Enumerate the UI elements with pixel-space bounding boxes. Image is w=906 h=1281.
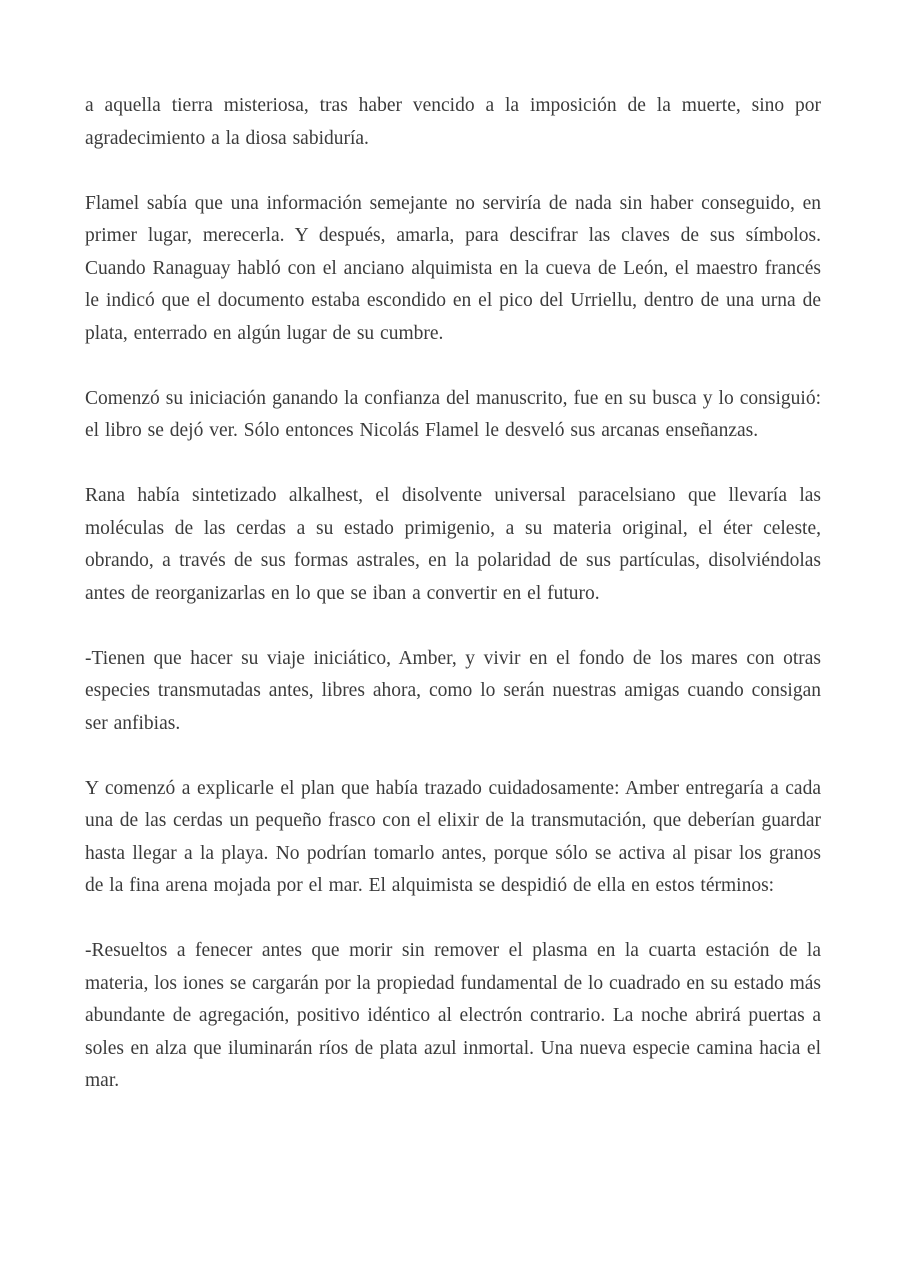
- paragraph-flamel: Flamel sabía que una información semejante no serviría de nada sin haber conseguido, en primer lugar, merecerla. Y después, amarla, para descifrar las claves de sus símbolos. Cuando Ranaguay habló con el anciano alquimista en la cueva de León, el maestro francés le indicó que el documento estaba escondido en el pico del Urriellu, dentro de una urna de plata, enterrado en algún lugar de su cumbre.: [85, 192, 821, 344]
- paragraph-alkalhest: Rana había sintetizado alkalhest, el disolvente universal paracelsiano que llevaría las moléculas de las cerdas a su estado primigenio, a su materia original, el éter celeste, obrando, a través de sus formas astrales, en la polaridad de sus partículas, disolviéndolas antes de reorganizarlas en lo que se iban a convertir en el futuro.: [85, 485, 821, 604]
- paragraph-iniciacion: Comenzó su iniciación ganando la confianza del manuscrito, fue en su busca y lo consiguió: el libro se dejó ver. Sólo entonces Nicolás Flamel le desveló sus arcanas enseñanzas.: [85, 387, 821, 441]
- paragraph-dialogo-despedida: -Resueltos a fenecer antes que morir sin remover el plasma en la cuarta estación de la materia, los iones se cargarán por la propiedad fundamental de lo cuadrado en su estado más abundante de agregación, positivo idéntico al electrón contrario. La noche abrirá puertas a soles en alza que iluminarán ríos de plata azul inmortal. Una nueva especie camina hacia el mar.: [85, 940, 821, 1091]
- paragraph-intro: a aquella tierra misteriosa, tras haber vencido a la imposición de la muerte, sino por agradecimiento a la diosa sabiduría.: [85, 95, 821, 149]
- paragraph-plan: Y comenzó a explicarle el plan que había trazado cuidadosamente: Amber entregaría a cada una de las cerdas un pequeño frasco con el elixir de la transmutación, que deberían guardar hasta llegar a la playa. No podrían tomarlo antes, porque sólo se activa al pisar los granos de la fina arena mojada por el mar. El alquimista se despidió de ella en estos términos:: [85, 777, 821, 896]
- paragraph-dialogo-viaje: -Tienen que hacer su viaje iniciático, Amber, y vivir en el fondo de los mares con otras especies transmutadas antes, libres ahora, como lo serán nuestras amigas cuando consigan ser anfibias.: [85, 647, 821, 734]
